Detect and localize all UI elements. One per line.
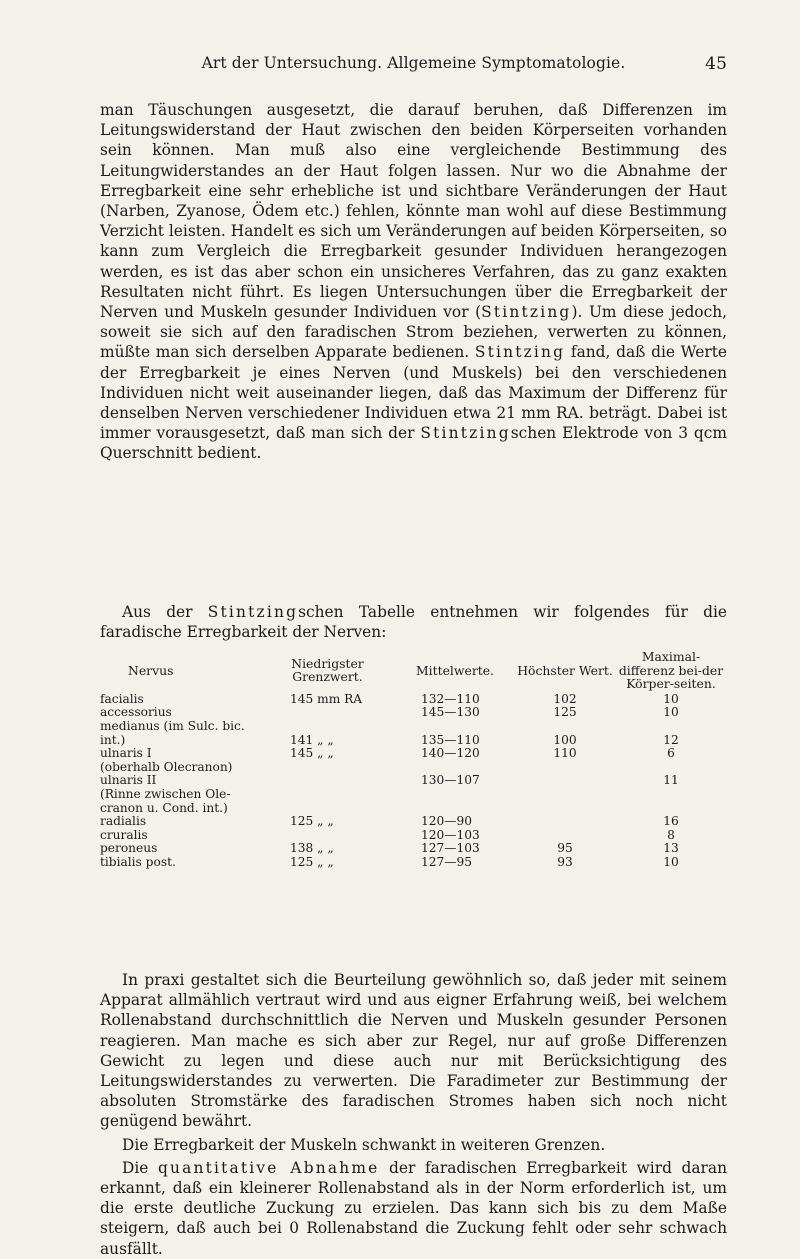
cell-niedrigster xyxy=(260,774,395,788)
table-row xyxy=(100,761,727,775)
cell-nerve: peroneus xyxy=(100,841,158,856)
header-mittelwerte: Mittelwerte. xyxy=(415,662,495,678)
cell-mittelwerte: 127—95 xyxy=(421,854,472,869)
cell-nerve: ulnaris I xyxy=(100,746,152,761)
cell-maximaldifferenz: 16 xyxy=(663,814,679,829)
cell-hoechster xyxy=(515,788,615,802)
cell-nerve: accessorius xyxy=(100,705,172,720)
cell-niedrigster: 125 „ „ xyxy=(290,854,334,869)
cell-maximaldifferenz: 10 xyxy=(663,691,679,706)
cell-hoechster xyxy=(515,802,615,816)
cell-hoechster xyxy=(515,720,615,734)
text-run: schen Tabelle entnehmen wir folgendes für die faradische Erregbarkeit der Nerven: xyxy=(100,603,727,642)
cell-mittelwerte: 145—130 xyxy=(421,705,480,720)
cell-mittelwerte xyxy=(395,802,515,816)
cell-hoechster xyxy=(515,761,615,775)
text-run: schen Elektrode von 3 qcm Querschnitt bedient. xyxy=(100,424,727,463)
cell-hoechster: 93 xyxy=(557,854,573,869)
text-run: der faradischen Erregbarkeit wird daran erkannt, daß ein kleinerer Rollenabstand als in der Norm erforderlich ist, um die erste deutliche Zuckung zu erzielen. Das kann sich bis zu dem Maße steigern, daß auch bei 0 Rollenabstand die Zuckung fehlt oder sehr schwach ausfällt. xyxy=(100,1158,727,1258)
paragraph-praxis xyxy=(100,970,727,1259)
header-maximal: Maximal-differenz bei-der Körper-seiten. xyxy=(618,649,724,692)
cell-maximaldifferenz: 6 xyxy=(667,746,675,761)
cell-niedrigster xyxy=(260,706,395,720)
header-hoechster: Höchster Wert. xyxy=(517,662,613,678)
header-nervus: Nervus xyxy=(128,662,174,678)
running-head-title: Art der Untersuchung. Allgemeine Symptomatologie. xyxy=(201,54,626,72)
table-row xyxy=(100,842,727,856)
cell-nerve: cruralis xyxy=(100,827,148,842)
table-body xyxy=(100,693,727,870)
cell-niedrigster: 141 „ „ xyxy=(290,732,334,747)
cell-niedrigster: 145 „ „ xyxy=(290,746,334,761)
author-name: Stintzing xyxy=(481,303,572,322)
table-row xyxy=(100,774,727,788)
text-run: man Täuschungen ausgesetzt, die darauf beruhen, daß Differenzen im Leitungswiderstand der Haut zwischen den beiden Körperseiten vorhanden sein können. Man muß also eine vergleichende Bestimmung des Leitungwiderstandes an der Haut folgen lassen. Nur wo die Abnahme der Erregbarkeit eine sehr erhebliche ist und sichtbare Veränderungen der Haut (Narben, Zyanose, Ödem etc.) fehlen, könnte man wohl auf diese Bestimmung Verzicht leisten. Handelt es sich um Veränderungen auf beiden Körperseiten, so kann zum Vergleich die Erregbarkeit gesunder Individuen herangezogen werden, es ist das aber schon ein unsicheres Verfahren, das zu ganz exakten Resultaten nicht führt. Es liegen Untersuchungen über die Erregbarkeit der Nerven und Muskeln gesunder Individuen vor ( xyxy=(100,101,727,322)
cell-niedrigster xyxy=(260,829,395,843)
cell-hoechster: 125 xyxy=(553,705,577,720)
cell-mittelwerte: 132—110 xyxy=(421,691,480,706)
table-row xyxy=(100,802,727,816)
cell-nerve: cranon u. Cond. int.) xyxy=(100,800,228,815)
header-niedrigster: Niedrigster Grenzwert. xyxy=(291,655,364,685)
cell-nerve: tibialis post. xyxy=(100,854,176,869)
table-header-row xyxy=(100,650,727,693)
cell-nerve: medianus (im Sulc. bic. xyxy=(100,718,245,733)
table-row xyxy=(100,693,727,707)
cell-niedrigster xyxy=(260,761,395,775)
cell-nerve: facialis xyxy=(100,691,144,706)
paragraph-table-intro xyxy=(100,602,727,642)
cell-niedrigster xyxy=(260,802,395,816)
cell-maximaldifferenz xyxy=(615,802,727,816)
table-row xyxy=(100,856,727,870)
cell-maximaldifferenz xyxy=(615,761,727,775)
cell-mittelwerte xyxy=(395,720,515,734)
cell-hoechster: 95 xyxy=(557,841,573,856)
cell-nerve: (Rinne zwischen Ole- xyxy=(100,786,231,801)
cell-maximaldifferenz: 13 xyxy=(663,841,679,856)
cell-hoechster: 100 xyxy=(553,732,577,747)
cell-maximaldifferenz: 12 xyxy=(663,732,679,747)
table-row xyxy=(100,747,727,761)
cell-hoechster xyxy=(515,774,615,788)
cell-mittelwerte: 120—90 xyxy=(421,814,472,829)
text-run: In praxi gestaltet sich die Beurteilung gewöhnlich so, daß jeder mit seinem Apparat allmählich vertraut wird und aus eigner Erfahrung weiß, bei welchem Rollenabstand durchschnittlich die Nerven und Muskeln gesunder Personen reagieren. Man mache es sich aber zur Regel, nur auf große Differenzen Gewicht zu legen und diese auch nur mit Berücksichtigung des Leitungswiderstandes zu verwerten. Die Faradimeter zur Bestimmung der absoluten Stromstärke des faradischen Stromes haben sich noch nicht genügend bewährt. xyxy=(100,971,727,1131)
cell-maximaldifferenz: 11 xyxy=(663,773,679,788)
emphasis: quantitative Abnahme xyxy=(157,1158,380,1177)
cell-maximaldifferenz: 8 xyxy=(667,827,675,842)
cell-hoechster: 102 xyxy=(553,691,577,706)
cell-niedrigster: 145 mm RA xyxy=(290,691,363,706)
cell-nerve: radialis xyxy=(100,814,147,829)
cell-mittelwerte: 127—103 xyxy=(421,841,480,856)
cell-niedrigster xyxy=(260,788,395,802)
cell-maximaldifferenz xyxy=(615,720,727,734)
table-row xyxy=(100,706,727,720)
table-row xyxy=(100,734,727,748)
text-run: Die xyxy=(122,1158,158,1177)
cell-mittelwerte xyxy=(395,761,515,775)
nerve-excitability-table xyxy=(100,650,727,870)
table-row xyxy=(100,829,727,843)
cell-maximaldifferenz: 10 xyxy=(663,854,679,869)
text-run: fand, daß die Werte der Erregbarkeit je eines Nerven (und Muskels) bei den verschiedenen Individuen nicht weit auseinander liegen, daß das Maximum der Differenz für denselben Nerven verschiedener Individuen etwa 21 mm RA. beträgt. Dabei ist immer vorausgesetzt, daß man sich der xyxy=(100,343,727,443)
author-name: Stintzing xyxy=(420,424,511,443)
cell-mittelwerte: 130—107 xyxy=(421,773,480,788)
cell-niedrigster: 125 „ „ xyxy=(290,814,334,829)
author-name: Stintzing xyxy=(474,343,566,362)
cell-maximaldifferenz: 10 xyxy=(663,705,679,720)
cell-mittelwerte: 135—110 xyxy=(421,732,480,747)
cell-mittelwerte xyxy=(395,788,515,802)
paragraph-leitungswiderstand xyxy=(100,100,727,464)
text-run: ). Um diese jedoch, soweit sie sich auf den faradischen Strom beziehen, verwerten zu können, müßte man sich derselben Apparate bedienen. xyxy=(100,303,727,362)
cell-hoechster xyxy=(515,815,615,829)
table-row xyxy=(100,815,727,829)
cell-maximaldifferenz xyxy=(615,788,727,802)
cell-mittelwerte: 140—120 xyxy=(421,746,480,761)
cell-mittelwerte: 120—103 xyxy=(421,827,480,842)
cell-nerve: ulnaris II xyxy=(100,773,157,788)
table-row xyxy=(100,788,727,802)
cell-niedrigster: 138 „ „ xyxy=(290,841,334,856)
author-name: Stintzing xyxy=(207,603,299,621)
text-run: Die Erregbarkeit der Muskeln schwankt in weiteren Grenzen. xyxy=(122,1135,606,1154)
cell-nerve: int.) xyxy=(100,732,126,747)
running-head xyxy=(100,54,727,72)
page-number: 45 xyxy=(705,54,727,74)
cell-hoechster xyxy=(515,829,615,843)
cell-nerve: (oberhalb Olecranon) xyxy=(100,759,233,774)
cell-niedrigster xyxy=(260,720,395,734)
table-row xyxy=(100,720,727,734)
text-run: Aus der xyxy=(122,603,208,621)
cell-hoechster: 110 xyxy=(553,746,577,761)
